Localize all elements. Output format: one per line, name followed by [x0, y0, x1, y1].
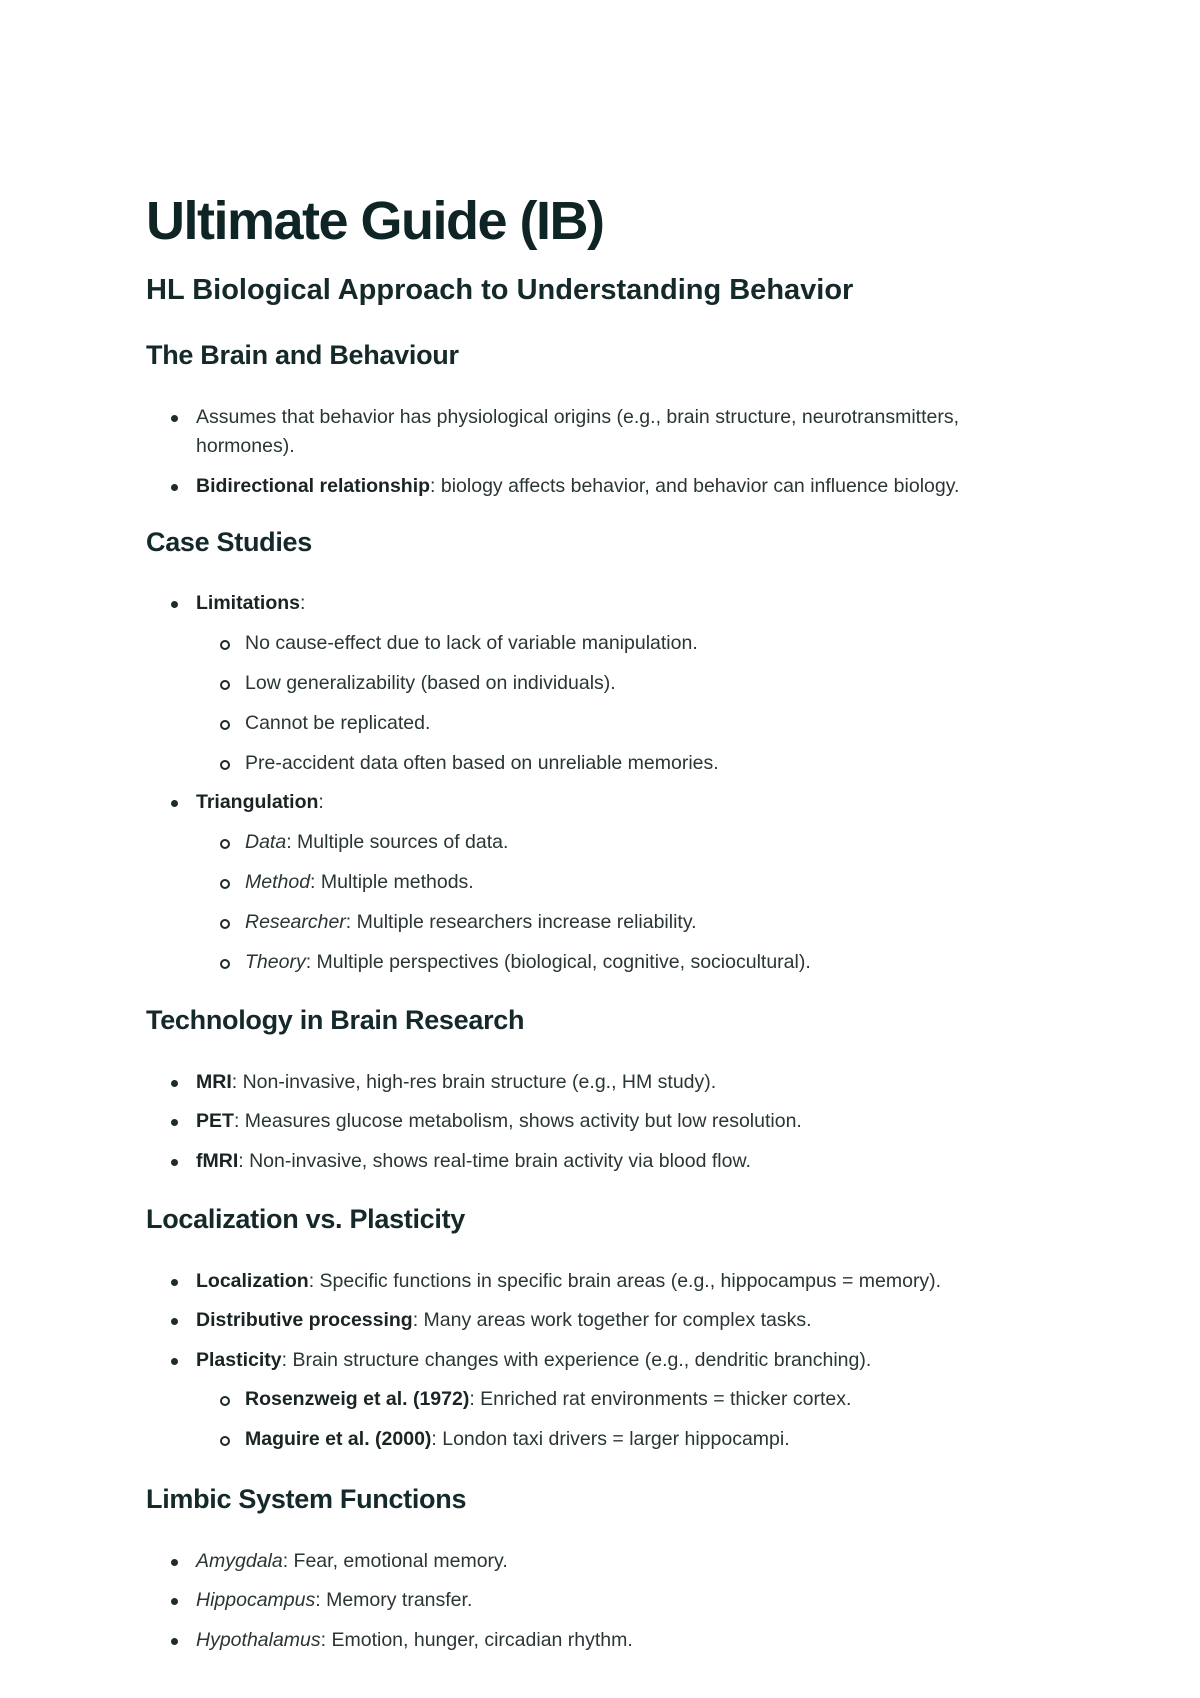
list-item: Maguire et al. (2000): London taxi drivers = larger hippocampi.: [245, 1425, 1025, 1454]
list-item: Limitations:: [196, 589, 1016, 618]
section-heading-brain: The Brain and Behaviour: [146, 340, 459, 370]
list-item: Method: Multiple methods.: [245, 868, 1025, 897]
list-item: Amygdala: Fear, emotional memory.: [196, 1547, 1016, 1576]
list-item: No cause-effect due to lack of variable manipulation.: [245, 629, 1025, 658]
list-item: Pre-accident data often based on unreliable memories.: [245, 749, 1025, 778]
list-item: Triangulation:: [196, 788, 1016, 817]
list-item: PET: Measures glucose metabolism, shows activity but low resolution.: [196, 1107, 1016, 1136]
section-heading-limbic: Limbic System Functions: [146, 1484, 467, 1514]
section-heading-technology: Technology in Brain Research: [146, 1005, 525, 1035]
list-item: Hippocampus: Memory transfer.: [196, 1586, 1016, 1615]
list-item: Cannot be replicated.: [245, 709, 1025, 738]
page-subtitle: HL Biological Approach to Understanding Behavior: [146, 274, 854, 306]
list-item: fMRI: Non-invasive, shows real-time brain activity via blood flow.: [196, 1147, 1016, 1176]
section-heading-case-studies: Case Studies: [146, 527, 312, 557]
list-item: Hypothalamus: Emotion, hunger, circadian rhythm.: [196, 1626, 1016, 1655]
list-item: Researcher: Multiple researchers increase reliability.: [245, 908, 1025, 937]
list-item: MRI: Non-invasive, high-res brain structure (e.g., HM study).: [196, 1068, 1016, 1097]
list-item: Plasticity: Brain structure changes with experience (e.g., dendritic branching).: [196, 1346, 1016, 1375]
list-item: Localization: Specific functions in specific brain areas (e.g., hippocampus = memory).: [196, 1267, 1016, 1296]
list-item: Low generalizability (based on individuals).: [245, 669, 1025, 698]
section-heading-localization: Localization vs. Plasticity: [146, 1204, 466, 1234]
list-item: Assumes that behavior has physiological origins (e.g., brain structure, neurotransmitters, hormones).: [196, 403, 1016, 461]
list-item: Distributive processing: Many areas work together for complex tasks.: [196, 1306, 1016, 1335]
list-item: Bidirectional relationship: biology affects behavior, and behavior can influence biology.: [196, 472, 1016, 501]
list-item: Rosenzweig et al. (1972): Enriched rat environments = thicker cortex.: [245, 1385, 1025, 1414]
list-item: Theory: Multiple perspectives (biological, cognitive, sociocultural).: [245, 948, 1025, 977]
page-title: Ultimate Guide (IB): [146, 191, 604, 251]
list-item: Data: Multiple sources of data.: [245, 828, 1025, 857]
